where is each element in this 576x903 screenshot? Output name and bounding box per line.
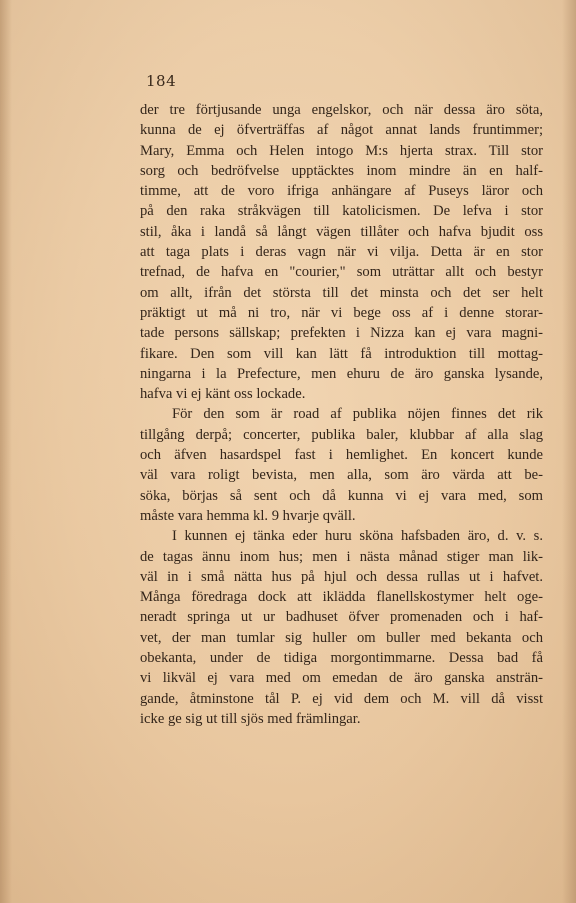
text-line: kunna de ej öfverträffas af något annat lands fruntimmer; (140, 122, 543, 139)
page-number: 184 (146, 72, 177, 90)
text-line: obekanta, under de tidiga morgontimmarne. Dessa bad få (140, 650, 543, 667)
page-edge-left (0, 0, 12, 903)
text-line: de tagas ännu inom hus; men i nästa månad stiger man lik- (140, 548, 543, 565)
text-line: präktigt ut må ni tro, när vi bege oss af i denne storar- (140, 304, 543, 321)
text-line: sorg och bedröfvelse upptäcktes inom mindre än en half- (140, 162, 543, 179)
text-line: ningarna i la Prefecture, men ehuru de äro ganska lysande, (140, 365, 543, 382)
body-text (140, 100, 543, 729)
text-line: trefnad, de hafva en "courier," som uträttar allt och bestyr (140, 264, 543, 281)
text-line: hafva vi ej känt oss lockade. (140, 386, 306, 403)
text-line: Mary, Emma och Helen intogo M:s hjerta strax. Till stor (140, 142, 543, 159)
text-line: att taga plats i deras vagn när vi vilja. Detta är en stor (140, 244, 543, 261)
text-line: väl vara roligt bevista, men alla, som äro värda att be- (140, 467, 543, 484)
text-line: stil, åka i landå så långt vägen tillåter och hafva bjudit oss (140, 223, 543, 240)
text-line: vi likväl ej vara med om emedan de äro ganska ansträn- (140, 670, 543, 687)
text-line: tade persons sällskap; prefekten i Nizza kan ej vara magni- (140, 325, 543, 342)
page-edge-right (562, 0, 576, 903)
text-line: och äfven hasardspel fast i hemlighet. En koncert kunde (140, 447, 543, 464)
text-line: vet, der man tumlar sig huller om buller med bekanta och (140, 629, 543, 646)
text-line: måste vara hemma kl. 9 hvarje qväll. (140, 507, 356, 524)
text-line: om allt, ifrån det största till det minsta och det ser helt (140, 284, 543, 301)
text-line: timme, att de voro ifriga anhängare af Puseys läror och (140, 183, 543, 200)
text-line: icke ge sig ut till sjös med främlingar. (140, 710, 361, 727)
text-line: på den raka stråkvägen till katolicismen. De lefva i stor (140, 203, 543, 220)
text-line: tillgång derpå; concerter, publika baler, klubbar af alla slag (140, 426, 543, 443)
text-line: gande, åtminstone tål P. ej vid dem och M. vill då visst (140, 690, 543, 707)
text-line: För den som är road af publika nöjen finnes det rik (172, 406, 543, 423)
text-line: söka, börjas så sent och då kunna vi ej vara med, som (140, 487, 543, 504)
text-line: neradt springa ut ur badhuset öfver promenaden och i haf- (140, 609, 543, 626)
text-line: der tre förtjusande unga engelskor, och när dessa äro söta, (140, 102, 543, 118)
text-line: väl in i små nätta hus på hjul och dessa rullas ut i hafvet. (140, 568, 543, 585)
text-line: fikare. Den som vill kan lätt få introduktion till mottag- (140, 345, 543, 362)
text-line: Många föredraga dock att iklädda flanellskostymer helt oge- (140, 589, 543, 606)
text-line: I kunnen ej tänka eder huru sköna hafsbaden äro, d. v. s. (172, 528, 543, 545)
